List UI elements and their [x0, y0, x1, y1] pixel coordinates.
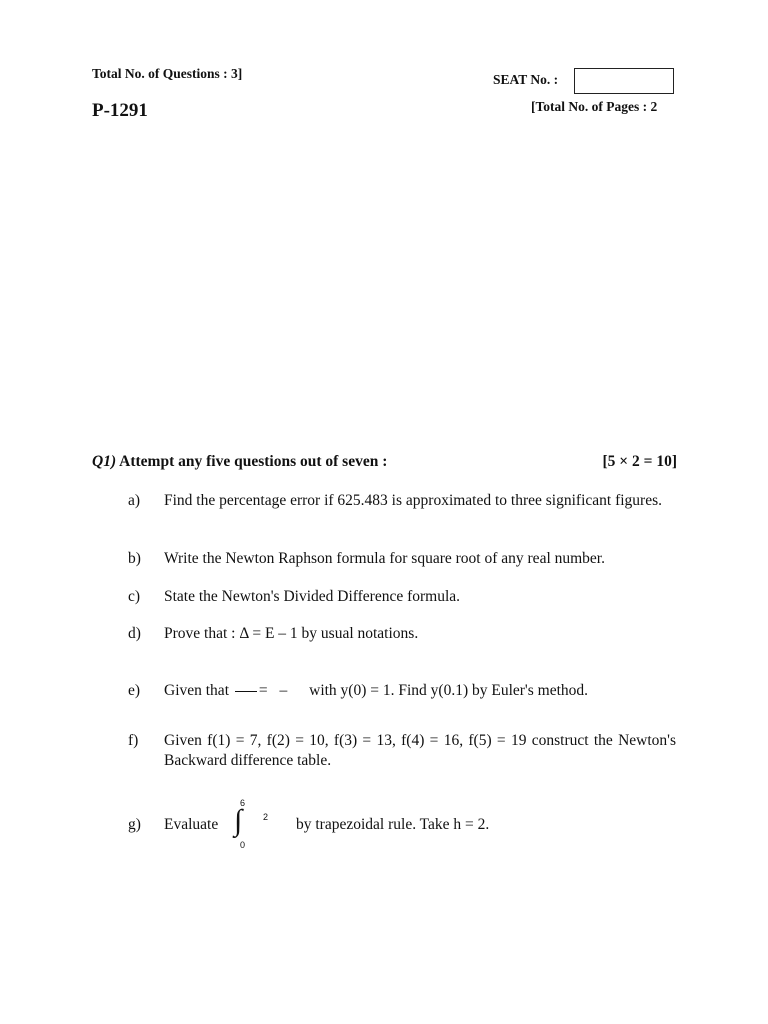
- item-text: Find the percentage error if 625.483 is approximated to three significant figures.: [164, 492, 662, 509]
- item-label: d): [128, 625, 141, 642]
- seat-number-box[interactable]: [574, 68, 674, 94]
- question-number: Q1): [92, 453, 117, 470]
- item-label: f): [128, 732, 139, 749]
- item-text-post: by trapezoidal rule. Take h = 2.: [296, 816, 490, 833]
- item-label: e): [128, 682, 141, 699]
- item-d: [128, 624, 678, 644]
- item-label: b): [128, 550, 141, 567]
- item-text-pre: Evaluate: [164, 816, 219, 833]
- fraction-bar: [235, 691, 257, 692]
- minus-sign: –: [279, 682, 288, 699]
- item-text: Write the Newton Raphson formula for square root of any real number.: [164, 550, 605, 567]
- item-label: a): [128, 492, 141, 509]
- item-f: [128, 731, 678, 771]
- total-pages: [Total No. of Pages : 2: [531, 99, 658, 114]
- item-label: g): [128, 816, 141, 833]
- item-text-pre: Given that: [164, 682, 229, 699]
- total-questions: Total No. of Questions : 3]: [92, 66, 243, 81]
- power-exponent: 2: [263, 812, 269, 822]
- item-c: [128, 587, 678, 607]
- seat-number-label: SEAT No. :: [493, 72, 559, 87]
- item-text: Given f(1) = 7, f(2) = 10, f(3) = 13, f(4) = 16, f(5) = 19 construct the Newton's Backward difference table.: [164, 732, 676, 769]
- item-text: [164, 681, 676, 701]
- integral-sign-icon: ∫: [234, 804, 243, 837]
- question-heading: [92, 453, 677, 471]
- item-label: c): [128, 588, 141, 605]
- question-marks: [5 × 2 = 10]: [602, 453, 677, 470]
- integral-upper-limit: 6: [240, 798, 246, 808]
- item-a: [128, 491, 678, 531]
- item-text: State the Newton's Divided Difference formula.: [164, 588, 461, 605]
- equals-sign: =: [258, 682, 268, 699]
- paper-code: P-1291: [92, 100, 148, 121]
- question-instruction: Attempt any five questions out of seven :: [119, 453, 388, 470]
- item-text-post: with y(0) = 1. Find y(0.1) by Euler's method.: [309, 682, 589, 699]
- item-e: [128, 681, 678, 703]
- integral-lower-limit: 0: [240, 840, 246, 850]
- item-text: Prove that : Δ = E – 1 by usual notations.: [164, 625, 419, 642]
- item-b: [128, 549, 678, 569]
